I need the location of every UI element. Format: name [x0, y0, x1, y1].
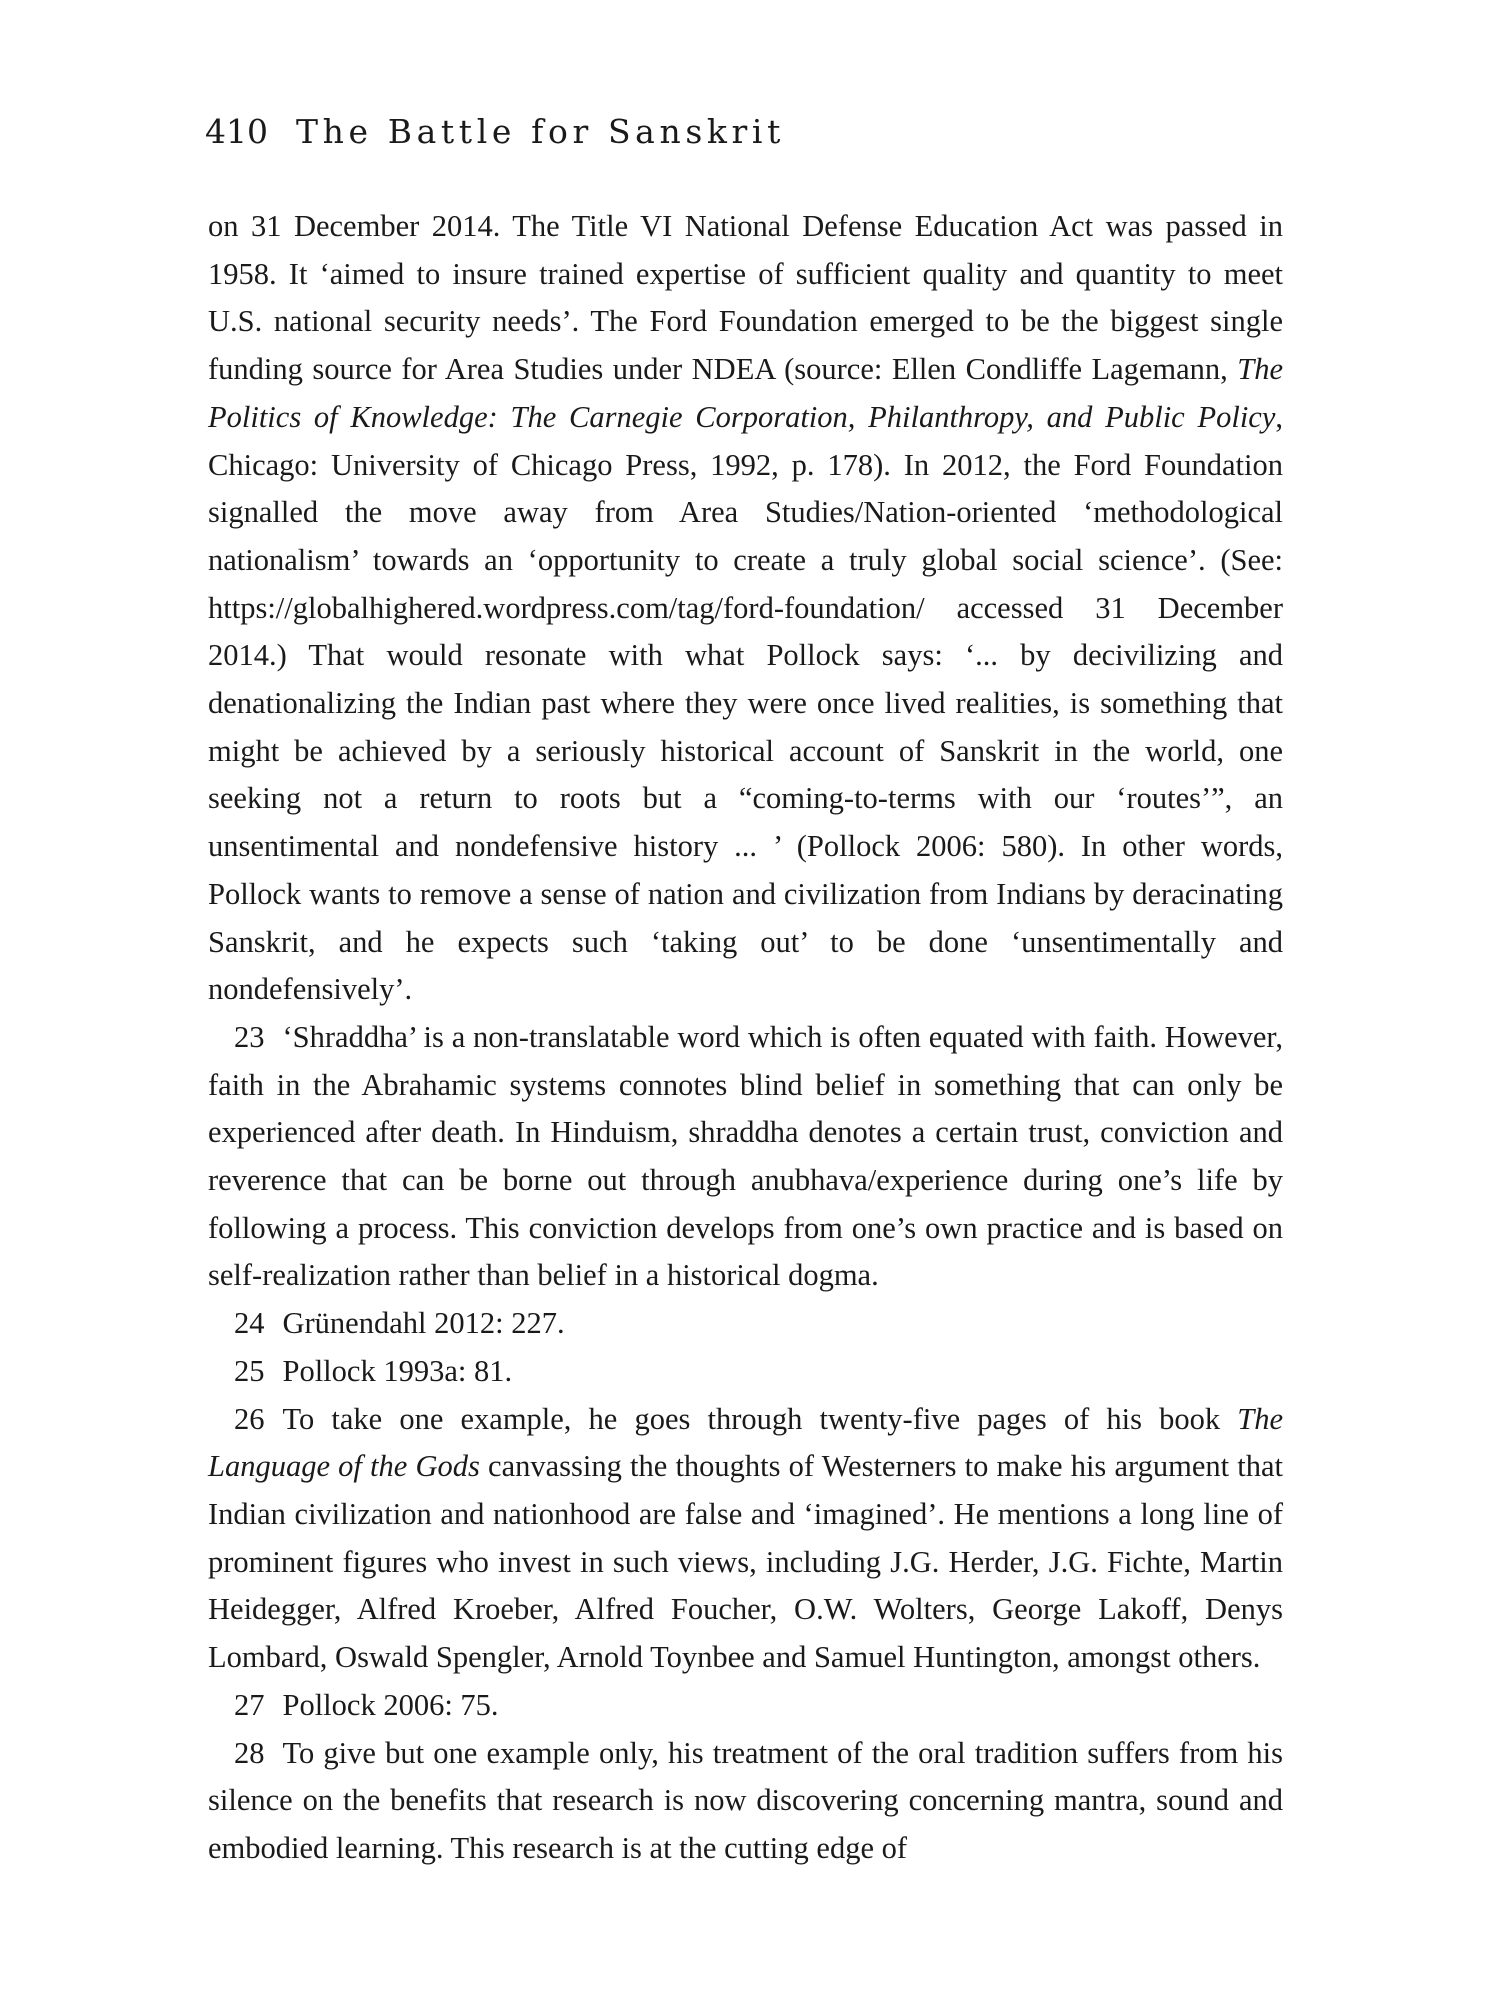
note-text: Pollock 1993a: 81. — [282, 1353, 513, 1388]
note-number: 26 — [234, 1401, 265, 1436]
book-title-italic: The Language of the Gods — [208, 1401, 1283, 1484]
note-23 — [208, 1014, 1283, 1300]
note-text-1: To take one example, he goes through twenty-five pages of his book — [282, 1401, 1238, 1436]
note-number: 25 — [234, 1353, 265, 1388]
note-text-2: canvassing the thoughts of Westerners to make his argument that Indian civilization and nationhood are false and ‘imagined’. He mentions a long line of prominent figures who invest in such views, including J.G. Herder, J.G. Fichte, Martin Heidegger, Alfred Kroeber, Alfred Foucher, O.W. Wolters, George Lakoff, Denys Lombard, Oswald Spengler, Arnold Toynbee and Samuel Huntington, amongst others. — [208, 1449, 1283, 1675]
book-title: The Battle for Sanskrit — [296, 112, 785, 151]
note-text: Grünendahl 2012: 227. — [282, 1306, 565, 1341]
note-number: 28 — [234, 1735, 265, 1770]
note-28 — [208, 1730, 1283, 1873]
note-number: 23 — [234, 1019, 265, 1054]
note-number: 24 — [234, 1306, 265, 1341]
note-text: ‘Shraddha’ is a non-translatable word which is often equated with faith. However, faith in the Abrahamic systems connotes blind belief in something that can only be experienced after death. In Hinduism, shraddha denotes a certain trust, conviction and reverence that can be borne out through anubhava/experience during one’s life by following a process. This conviction develops from one’s own practice and is based on self-realization rather than belief in a historical dogma. — [208, 1019, 1283, 1293]
note-26 — [208, 1396, 1283, 1682]
continuation-text-2: , Chicago: University of Chicago Press, 1992, p. 178). In 2012, the Ford Foundation signalled the move away from Area Studies/Nation-oriented ‘methodological nationalism’ towards an ‘opportunity to create a truly global social science’. (See: https://globalhighered.wordpress.com/tag/ford-foundation/ accessed 31 December 2014.) That would resonate with what Pollock says: ‘... by decivilizing and denationalizing the Indian past where they were once lived realities, is something that might be achieved by a seriously historical account of Sanskrit in the world, one seeking not a return to roots but a “coming-to-terms with our ‘routes’”, an unsentimental and nondefensive history ... ’ (Pollock 2006: 580). In other words, Pollock wants to remove a sense of nation and civilization from Indians by deracinating Sanskrit, and he expects such ‘taking out’ to be done ‘unsentimentally and nondefensively’. — [208, 399, 1283, 1007]
note-22-continuation — [208, 203, 1283, 1014]
note-number: 27 — [234, 1687, 265, 1722]
endnotes-body — [208, 203, 1283, 1873]
note-text: Pollock 2006: 75. — [282, 1687, 499, 1722]
continuation-text-1: on 31 December 2014. The Title VI National Defense Education Act was passed in 1958. It ‘aimed to insure trained expertise of sufficient quality and quantity to meet U.S. national security needs’. The Ford Foundation emerged to be the biggest single funding source for Area Studies under NDEA (source: Ellen Condliffe Lagemann, — [208, 209, 1283, 387]
note-25 — [208, 1348, 1283, 1396]
note-24 — [208, 1300, 1283, 1348]
citation-title: The Politics of Knowledge: The Carnegie Corporation, Philanthropy, and Public Policy — [208, 352, 1283, 434]
note-27 — [208, 1682, 1283, 1730]
note-text: To give but one example only, his treatment of the oral tradition suffers from his silence on the benefits that research is now discovering concerning mantra, sound and embodied learning. This research is at the cutting edge of — [208, 1735, 1283, 1865]
page-number: 410 — [205, 112, 268, 151]
running-head — [205, 112, 785, 152]
